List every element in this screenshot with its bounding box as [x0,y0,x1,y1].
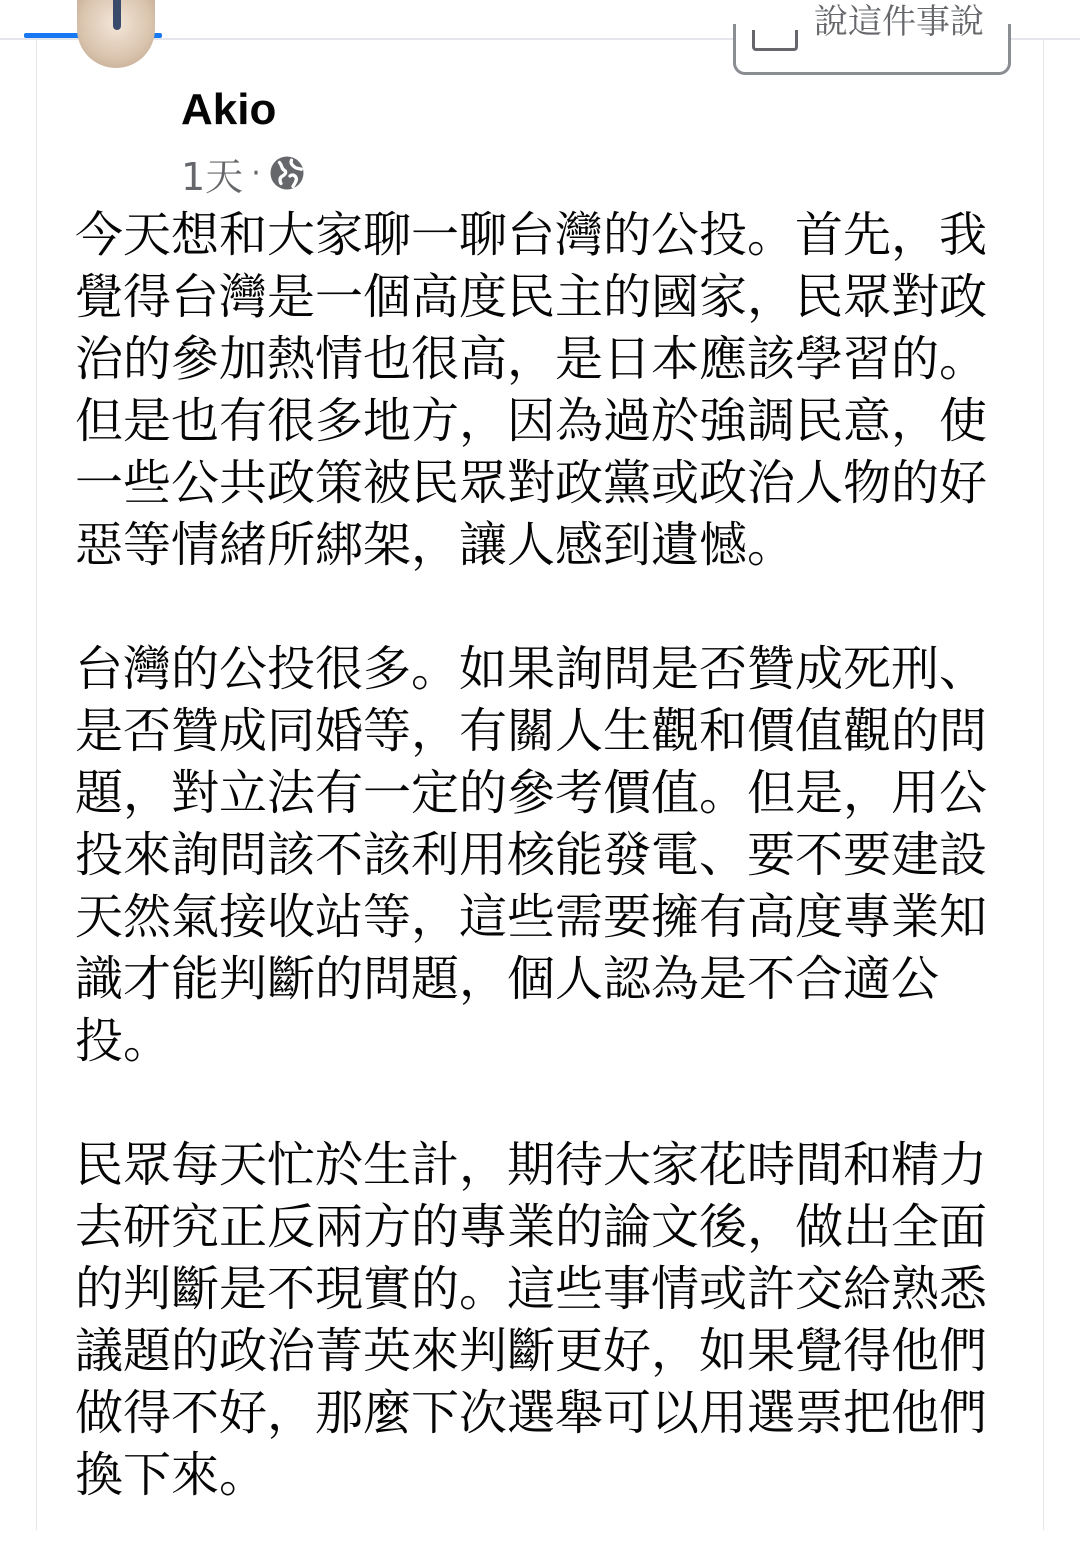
save-icon [752,30,798,51]
post-card [36,2,1044,1530]
follow-button-label: 說這件事說 [814,2,984,42]
post-timestamp[interactable]: 1天 [181,154,244,199]
avatar[interactable] [77,0,155,68]
globe-icon[interactable] [269,155,305,191]
post-paragraph: 台灣的公投很多。如果詢問是否贊成死刑、是否贊成同婚等，有關人生觀和價值觀的問題，對立法有一定的參考價值。但是，用公投來詢問該不該利用核能發電、要不要建設天然氣接收站等，這些需要擁有高度專業知識才能判斷的問題，個人認為是不合適公投。 [75,641,988,1069]
author-name[interactable]: Akio [181,85,277,134]
post-paragraph: 民眾每天忙於生計，期待大家花時間和精力去研究正反兩方的專業的論文後，做出全面的判斷是不現實的。這些事情或許交給熟悉議題的政治菁英來判斷更好，如果覺得他們做得不好，那麼下次選舉可以用選票把他們換下來。 [75,1137,988,1503]
post-paragraph: 今天想和大家聊一聊台灣的公投。首先，我覺得台灣是一個高度民主的國家，民眾對政治的參加熱情也很高，是日本應該學習的。但是也有很多地方，因為過於強調民意，使一些公共政策被民眾對政黨或政治人物的好惡等情緒所綁架，讓人感到遺憾。 [75,207,988,573]
meta-separator: · [251,155,261,191]
follow-button[interactable] [733,2,1011,75]
post-body [75,204,999,1568]
post-meta [181,148,305,198]
avatar-figure [113,0,121,30]
